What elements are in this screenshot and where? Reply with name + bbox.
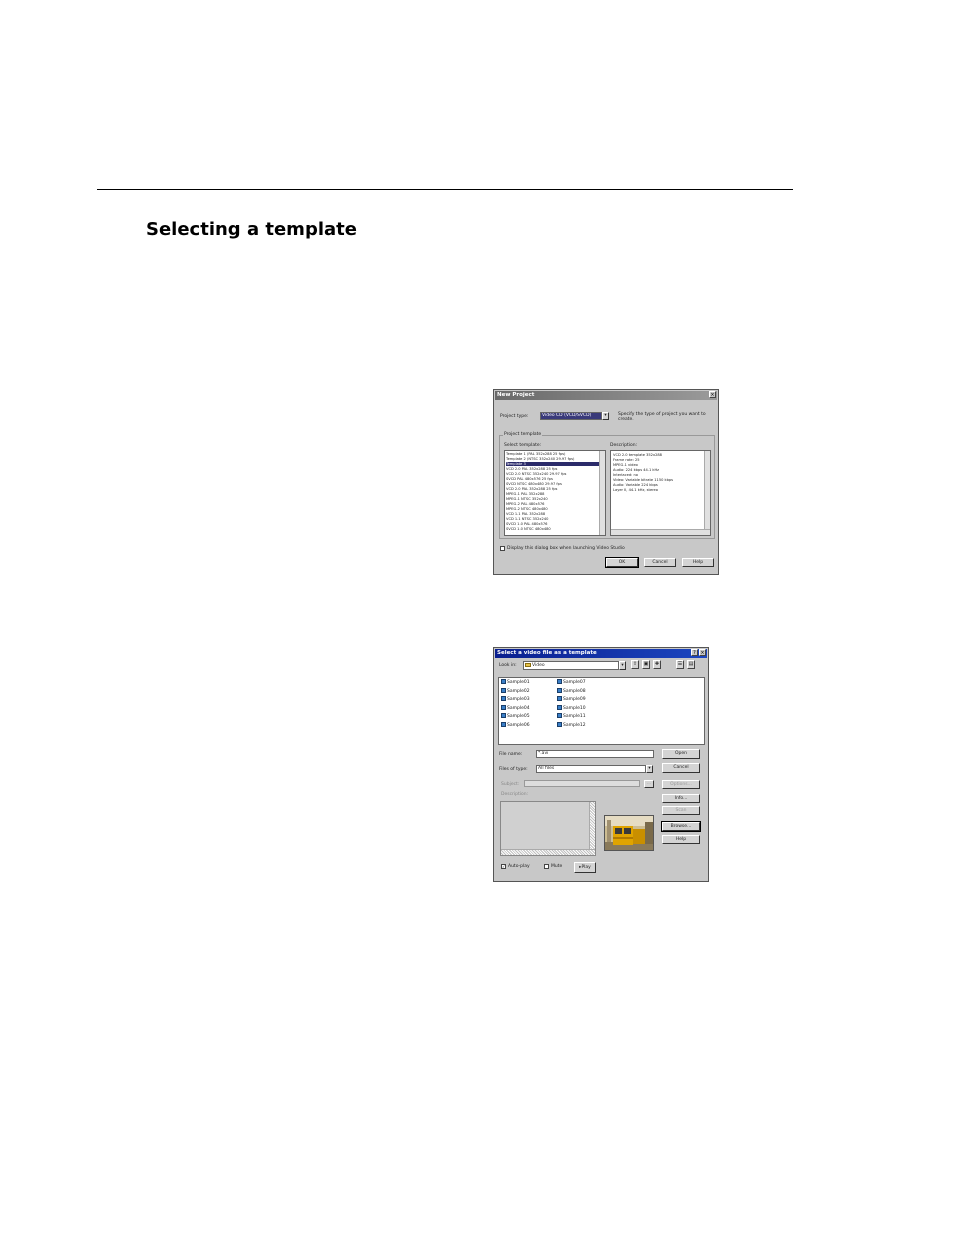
template-list-item[interactable]: SVCD NTSC 480x480 29.97 fps	[506, 482, 562, 486]
play-button[interactable]	[574, 862, 596, 873]
chevron-down-icon[interactable]: ▾	[602, 412, 609, 420]
ok-button[interactable]: OK	[606, 558, 638, 567]
top-rule	[97, 189, 793, 190]
file-item-label: Sample12	[563, 722, 586, 728]
cancel-button[interactable]: Cancel	[644, 558, 676, 567]
open-button[interactable]: Open	[662, 749, 700, 759]
close-icon[interactable]: ×	[700, 650, 705, 656]
file-name-input[interactable]: *.avi	[536, 750, 654, 758]
autoplay-checkbox[interactable]: ✓	[502, 864, 506, 869]
subject-label: Subject:	[501, 782, 520, 787]
options-button[interactable]: Options...	[662, 780, 700, 789]
description-line: Frame rate: 25	[613, 458, 640, 462]
project-type-hint: Specify the type of project you want to create.	[618, 412, 706, 422]
look-in-value: Video	[532, 663, 545, 668]
dialog-title: Select a video file as a template	[497, 650, 597, 656]
description-scrollbar[interactable]	[589, 802, 595, 855]
video-file-icon	[501, 705, 506, 710]
video-file-icon	[557, 679, 562, 684]
dialog-title: New Project	[497, 392, 535, 398]
video-file-icon	[557, 688, 562, 693]
description-line: Audio: 224 kbps 44.1 kHz	[613, 468, 660, 472]
show-dialog-label: Display this dialog box when launching Video Studio	[507, 546, 625, 551]
file-item[interactable]	[501, 713, 530, 720]
video-file-icon	[557, 713, 562, 718]
file-item[interactable]	[557, 688, 586, 695]
subject-input[interactable]	[524, 780, 640, 787]
description-box	[500, 801, 596, 856]
help-button[interactable]: Help	[662, 835, 700, 844]
info-button[interactable]: Info...	[662, 794, 700, 803]
select-video-titlebar	[495, 649, 707, 658]
template-list-item[interactable]: Template 1 (PAL 352x288 25 fps)	[506, 452, 566, 456]
details-view-icon[interactable]: ▤	[688, 661, 694, 667]
files-of-type-select[interactable]: All files	[536, 765, 646, 773]
folder-icon	[525, 663, 531, 667]
description-line: Audio: Variable 224 kbps	[613, 483, 658, 487]
template-list-item[interactable]: Template 3	[506, 462, 600, 466]
description-line: Layer II, 44.1 kHz, stereo	[613, 488, 658, 492]
description-line: Interlaced: no	[613, 473, 638, 477]
file-name-label: File name:	[499, 752, 523, 757]
cancel-button[interactable]: Cancel	[662, 763, 700, 773]
video-file-icon	[501, 696, 506, 701]
help-button[interactable]: Help	[682, 558, 714, 567]
template-list-item[interactable]: MPEG-2 PAL 480x576	[506, 502, 545, 506]
up-folder-icon[interactable]: ⇧	[632, 661, 638, 667]
description-hscrollbar[interactable]	[611, 529, 710, 535]
file-item[interactable]	[501, 722, 530, 729]
mute-checkbox[interactable]	[544, 864, 549, 869]
video-file-icon	[501, 688, 506, 693]
description-hscrollbar[interactable]	[501, 849, 595, 855]
show-dialog-checkbox[interactable]	[500, 546, 505, 551]
file-list[interactable]	[498, 677, 705, 745]
help-icon[interactable]: ?	[691, 649, 698, 656]
select-template-label: Select template:	[504, 443, 542, 448]
description-label: Description:	[501, 792, 529, 797]
template-list-item[interactable]: SVCD 1.0 NTSC 480x480	[506, 527, 551, 531]
play-label: Play	[581, 865, 591, 870]
section-heading: Selecting a template	[146, 219, 357, 240]
file-item[interactable]	[557, 696, 586, 703]
file-item-label: Sample10	[563, 705, 586, 711]
scan-button[interactable]: Scan	[662, 806, 700, 815]
new-project-titlebar	[495, 391, 717, 400]
description-line: VCD 2.0 template 352x288	[613, 453, 662, 457]
file-item[interactable]	[557, 713, 586, 720]
video-file-icon	[557, 705, 562, 710]
project-type-label: Project type:	[500, 414, 529, 419]
mute-label: Mute	[551, 864, 563, 869]
template-list-item[interactable]: MPEG-1 PAL 352x288	[506, 492, 545, 496]
desktop-icon[interactable]: ▣	[643, 661, 649, 667]
template-list-item[interactable]: Template 2 (NTSC 352x240 29.97 fps)	[506, 457, 575, 461]
tram-image	[605, 816, 654, 851]
file-item[interactable]	[501, 696, 530, 703]
file-item-label: Sample09	[563, 697, 586, 702]
template-list-item[interactable]: SVCD PAL 480x576 25 fps	[506, 477, 553, 481]
description-line: Video: Variable bitrate 1150 kbps	[613, 478, 674, 482]
video-file-icon	[501, 679, 506, 684]
description-box	[610, 450, 711, 536]
file-item[interactable]	[557, 679, 586, 686]
template-list-item[interactable]: MPEG-1 NTSC 352x240	[506, 497, 548, 501]
browse-subject-button[interactable]: …	[644, 780, 654, 788]
file-item-label: Sample01	[507, 680, 530, 685]
template-list-item[interactable]: VCD 1.1 NTSC 352x240	[506, 517, 549, 521]
template-list-item[interactable]: VCD 2.0 PAL 352x288 25 fps	[506, 467, 558, 471]
file-item-label: Sample05	[507, 714, 530, 719]
file-item[interactable]	[501, 679, 530, 686]
file-item-label: Sample06	[507, 722, 530, 728]
template-list-item[interactable]: VCD 2.0 NTSC 352x240 29.97 fps	[506, 472, 567, 476]
file-item-label: Sample03	[507, 697, 530, 702]
template-list-item[interactable]: MPEG-2 NTSC 480x480	[506, 507, 548, 511]
file-item-label: Sample04	[507, 705, 530, 711]
description-line: MPEG-1 video	[613, 463, 638, 467]
template-list[interactable]	[504, 450, 606, 536]
chevron-down-icon[interactable]: ▾	[619, 661, 626, 670]
template-group-label: Project template	[504, 432, 542, 437]
template-list-item[interactable]: VCD 1.1 PAL 352x288	[506, 512, 546, 516]
file-item-label: Sample08	[563, 688, 586, 694]
video-file-icon	[501, 713, 506, 718]
description-label: Description:	[610, 443, 638, 448]
file-item-label: Sample11	[563, 714, 586, 719]
template-list-item[interactable]: VCD 2.0 PAL 352x288 25 fps	[506, 487, 558, 491]
video-file-icon	[557, 722, 562, 727]
file-item[interactable]	[557, 722, 586, 729]
video-file-icon	[501, 722, 506, 727]
file-item[interactable]	[557, 705, 586, 712]
list-view-icon[interactable]: ☰	[677, 661, 683, 667]
video-file-icon	[557, 696, 562, 701]
select-video-dialog	[493, 647, 709, 882]
look-in-select[interactable]	[523, 661, 619, 670]
project-type-select[interactable]: Video CD (VCD/SVCD)	[540, 412, 602, 420]
chevron-down-icon[interactable]: ▾	[646, 765, 653, 773]
file-item[interactable]	[501, 705, 530, 712]
file-item-label: Sample07	[563, 680, 586, 685]
new-project-dialog	[493, 389, 719, 575]
video-preview-thumbnail	[604, 815, 654, 851]
description-scrollbar[interactable]	[704, 451, 710, 535]
play-icon: ▸	[579, 865, 582, 870]
template-list-item[interactable]: SVCD 1.0 PAL 480x576	[506, 522, 548, 526]
look-in-label: Look in:	[499, 663, 517, 668]
files-of-type-label: Files of type:	[499, 767, 528, 772]
new-folder-icon[interactable]: ✚	[654, 661, 660, 667]
file-item[interactable]	[501, 688, 530, 695]
template-list-scrollbar[interactable]	[599, 451, 605, 535]
autoplay-label: Auto-play	[508, 864, 530, 869]
close-icon[interactable]: ×	[710, 392, 715, 398]
file-item-label: Sample02	[507, 688, 530, 694]
browse-button[interactable]: Browse...	[662, 822, 700, 831]
